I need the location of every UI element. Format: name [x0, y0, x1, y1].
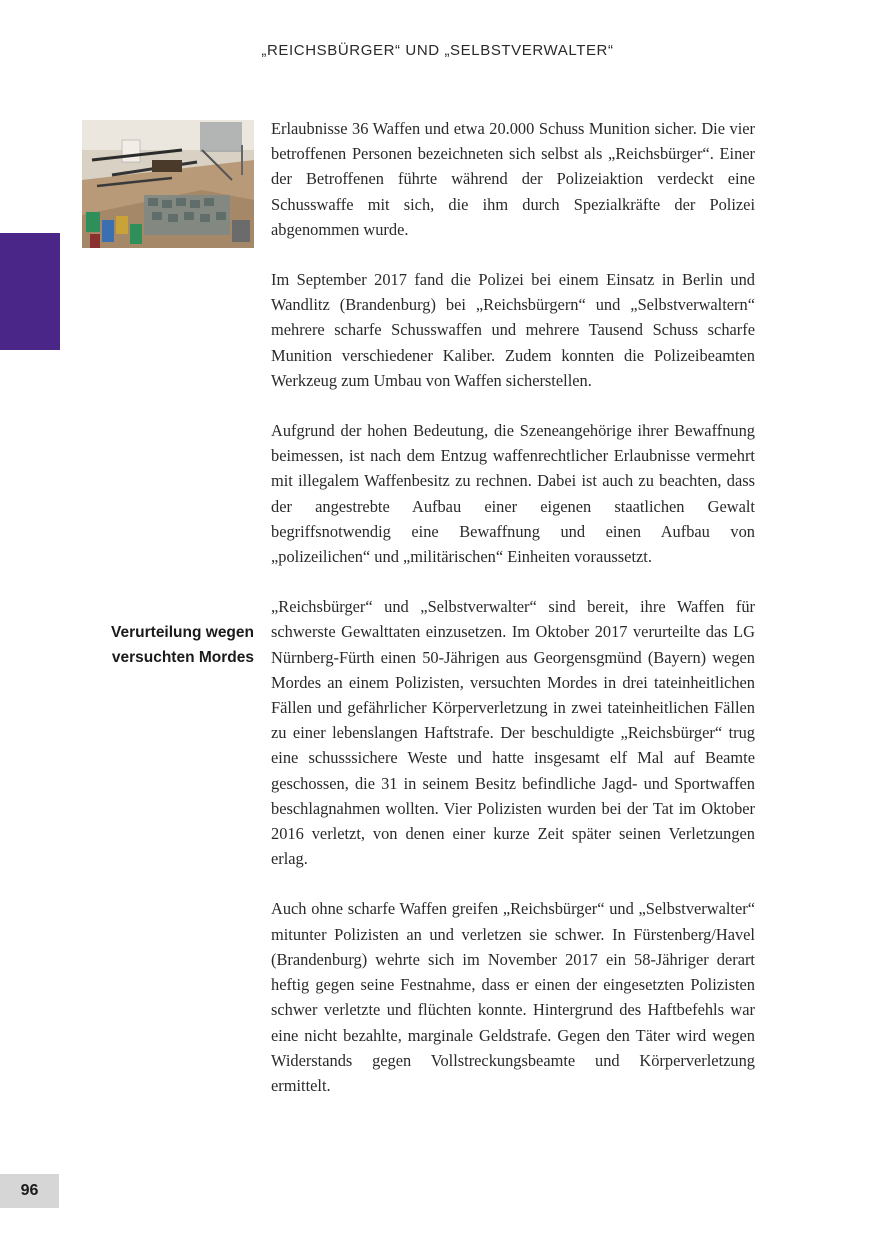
seized-weapons-photo: [82, 120, 254, 248]
section-heading: [60, 620, 254, 670]
chapter-marker: [0, 233, 60, 350]
page-number: 96: [0, 1174, 59, 1208]
weapons-photo-illustration: [82, 120, 254, 248]
section-heading-line: versuchten Mordes: [111, 649, 254, 666]
paragraph: Im September 2017 fand die Polizei bei einem Einsatz in Berlin und Wandlitz (Brandenburg) bei „Reichsbürgern“ und „Selbstverwaltern“ mehrere scharfe Schusswaffen und mehrere Tausend Schuss scharfe Munition verschiedener Kaliber. Zudem konnten die Polizeibeamten Werkzeug zum Umbau von Waffen sicherstellen.: [271, 270, 755, 390]
paragraph: Erlaubnisse 36 Waffen und etwa 20.000 Schuss Munition sicher. Die vier betroffenen Personen bezeichneten sich selbst als „Reichsbürger“. Einer der Betroffenen führte während der Polizeiaktion verdeckt eine Schusswaffe mit sich, die ihm durch Spezialkräfte der Polizei abgenommen wurde.: [271, 119, 755, 239]
paragraph: „Reichsbürger“ und „Selbstverwalter“ sind bereit, ihre Waffen für schwerste Gewalttaten einzusetzen. Im Oktober 2017 verurteilte das LG Nürnberg-Fürth einen 50-Jährigen aus Georgensgmünd (Bayern) wegen Mordes an einem Polizisten, versuchten Mordes in drei tateinheitlichen Fällen und gefährlicher Körperverletzung in zwei tateinheitlichen Fällen zu einer lebenslangen Haftstrafe. Der beschuldigte „Reichsbürger“ trug eine schusssichere Weste und hatte insgesamt elf Mal auf Beamte geschossen, die 31 in seinem Besitz befindliche Jagd- und Sportwaffen beschlagnahmen wollten. Vier Polizisten wurden bei der Tat im Oktober 2016 verletzt, von denen einer kurze Zeit später seinen Verletzungen erlag.: [271, 597, 755, 869]
paragraph: Auch ohne scharfe Waffen greifen „Reichsbürger“ und „Selbstverwalter“ mitunter Polizisten an und verletzen sie schwer. In Fürstenberg/Havel (Brandenburg) wehrte sich im November 2017 ein 58-Jähriger derart heftig gegen seine Festnahme, dass er einen der eingesetzten Polizisten schwer verletzte und flüchten konnte. Hintergrund des Haftbefehls war eine nicht bezahlte, marginale Geldstrafe. Gegen den Täter wird wegen Widerstands gegen Vollstreckungsbeamte und Körperverletzung ermittelt.: [271, 899, 755, 1095]
body-text: [271, 116, 755, 1123]
running-header: „REICHSBÜRGER“ UND „SELBSTVERWALTER“: [261, 42, 614, 59]
paragraph: Aufgrund der hohen Bedeutung, die Szeneangehörige ihrer Bewaffnung beimessen, ist nach dem Entzug waffenrechtlicher Erlaubnisse vermehrt mit illegalem Waffenbesitz zu rechnen. Dabei ist auch zu beachten, dass der angestrebte Aufbau einer eigenen staatlichen Gewalt begriffsnotwendig eine Bewaffnung und einen Aufbau von „polizeilichen“ und „militärischen“ Einheiten voraussetzt.: [271, 421, 755, 567]
section-heading-line: Verurteilung wegen: [111, 624, 254, 641]
